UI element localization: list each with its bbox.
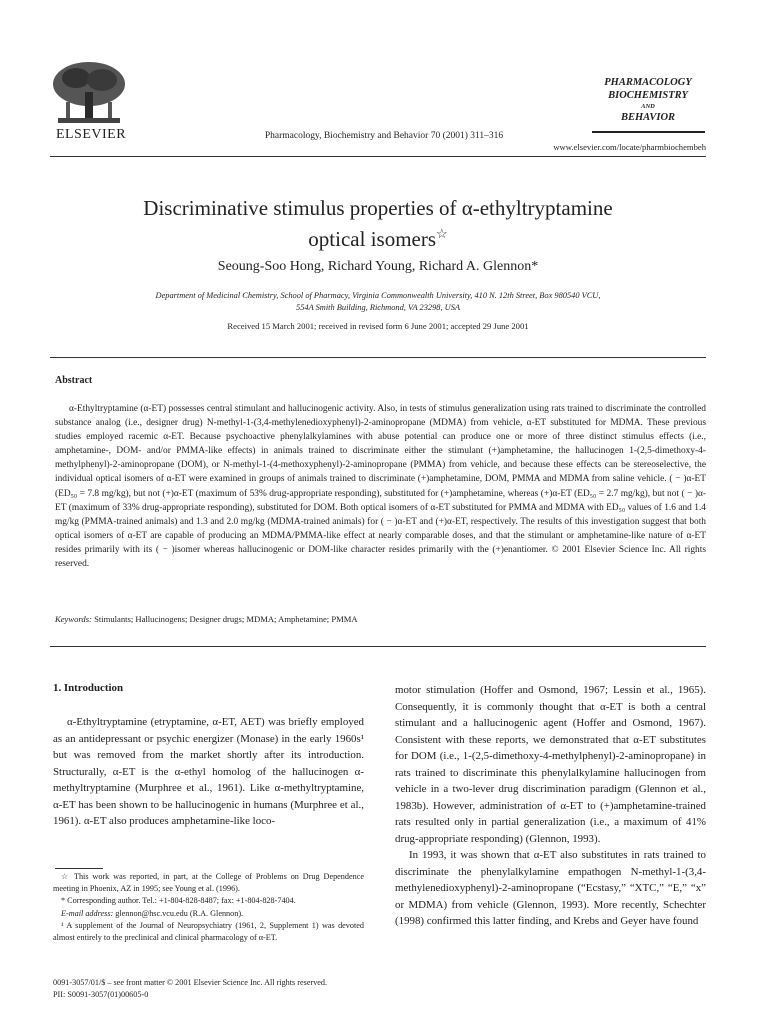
footnotes [53,871,364,944]
footnote-email-label: E-mail address: [61,908,114,918]
journal-logo [592,76,704,124]
right-column [395,682,706,930]
header-divider [50,156,706,157]
affiliation-line1: Department of Medicinal Chemistry, School of Pharmacy, Virginia Commonwealth University, 410 N. 12th Street, Box 980540 VCU, [155,291,601,300]
footnote-star: ☆ This work was reported, in part, at the College of Problems on Drug Dependence meeting in Phoenix, AZ in 1995; see Young et al. (1996). [53,872,364,894]
intro-paragraph-2: In 1993, it was shown that α-ET also substitutes in rats trained to discriminate the phenylalkylamine empathogen N-methyl-1-(3,4-methylenedioxyphenyl)-2-aminopropane (“Ecstasy,” “XTC,” “E,” “x” or MDMA) from vehicle (Glennon, 1993). More recently, Schechter (1998) confirmed this latter finding, and Krebs and Geyer have found [395,849,706,927]
article-title-line2: optical isomers [308,227,437,251]
title-footnote-mark: ☆ [436,226,448,241]
journal-logo-line3: BEHAVIOR [620,112,676,123]
article-authors: Seoung-Soo Hong, Richard Young, Richard A. Glennon* [217,259,539,274]
abstract-text: α-Ethyltryptamine (α-ET) possesses central stimulant and hallucinogenic activity. Also, in tests of stimulus generalization using rats trained to discriminate the controlled substance analog (i.e., designer drug) N-methyl-1-(3,4-methylenedioxyphenyl)-2-aminopropane (MDMA) from vehicle, α-ET substituted for MDMA. These previous studies employed racemic α-ET. Because psychoactive phenylalkylamines with abuse potential can produce one or more of three distinct stimulus effects (i.e., amphetamine-, DOM- and/or PMMA-like effects) in animals trained to discriminate either the stimulant (+)amphetamine, the hallucinogen 1-(2,5-dimethoxy-4-methylphenyl)-2-aminopropane (DOM), or N-methyl-1-(4-methoxyphenyl)-2-aminopropane (PMMA) from vehicle, and because these effects can be stereoselective, the individual optical isomers of α-ET were examined in groups of animals trained to discriminate (+)amphetamine, DOM, PMMA and MDMA from saline vehicle. ( − )α-ET (ED₅₀ = 7.8 mg/kg), but not (+)α-ET (maximum of 53% drug-appropriate responding), substituted for (+)amphetamine, whereas (+)α-ET (ED₅₀ = 2.7 mg/kg), but not ( − )α-ET (maximum of 33% drug-appropriate responding), substituted for DOM. Both optical isomers of α-ET substituted for PMMA and MDMA with ED₅₀ values of 1.6 and 1.4 mg/kg (PMMA-trained animals) and 1.3 and 2.0 mg/kg (MDMA-trained animals) for ( − )α-ET and (+)α-ET, respectively. The results of this investigation suggest that both optical isomers of α-ET are capable of producing an MDMA/PMMA-like effect at nearly comparable doses, and that the stimulant or amphetamine-like nature of α-ET resides primarily with its ( − )isomer whereas hallucinogenic or DOM-like character resides primarily with the (+)enantiomer. © 2001 Elsevier Science Inc. All rights reserved. [55,404,706,570]
journal-logo-and: AND [641,103,655,110]
footnote-rule [55,868,103,869]
pii-line: PII: S0091-3057(01)00605-0 [53,990,149,1000]
article-title [50,196,706,252]
footnote-one: ¹ A supplement of the Journal of Neuropsychiatry (1961, 2, Supplement 1) was devoted almost entirely to the preclinical and clinical pharmacology of α-ET. [53,920,364,943]
intro-paragraph-1-cont: motor stimulation (Hoffer and Osmond, 1967; Lessin et al., 1965). Consequently, it is commonly thought that α-ET is both a central stimulant and a hallucinogenic agent (Hoffer and Osmond, 1967). Consistent with these reports, we demonstrated that α-ET substitutes for DOM (i.e., 1-(2,5-dimethoxy-4-methylphenyl)-2-aminopropane) in rats trained to discriminate this phenylalkylamine hallucinogen from vehicle in a two-lever drug discrimination paradigm (Glennon et al., 1983b). However, administration of α-ET to (+)amphetamine-trained rats resulted only in partial generalization (i.e., a maximum of 41% drug-appropriate responding) (Glennon, 1993). [395,684,706,845]
journal-logo-line1: PHARMACOLOGY [604,77,692,88]
intro-paragraph-1: α-Ethyltryptamine (etryptamine, α-ET, AET) was briefly employed as an antidepressant or psychic energizer (Monase) in the early 1960s¹ but was removed from the market shortly after its introduction. Structurally, α-ET is the α-ethyl homolog of the hallucinogen α-methyltryptamine (Murphree et al., 1961). Like α-methyltryptamine, α-ET has been shown to be hallucinogenic in humans (Murphree et al., 1961). α-ET also produces amphetamine-like loco- [53,716,364,827]
article-affiliation [80,290,676,314]
keywords-text: Stimulants; Hallucinogens; Designer drugs; MDMA; Amphetamine; PMMA [94,614,358,624]
journal-logo-line2: BIOCHEMISTRY [608,90,688,101]
footnote-email[interactable]: glennon@hsc.vcu.edu (R.A. Glennon). [113,908,244,918]
article-title-line1: Discriminative stimulus properties of α-ethyltryptamine [143,196,613,220]
bottom-info [53,977,327,1001]
abstract-top-divider [50,357,706,358]
issn-line: 0091-3057/01/$ – see front matter © 2001 Elsevier Science Inc. All rights reserved. [53,978,328,987]
abstract-body [55,402,706,571]
footnote-corresponding: * Corresponding author. Tel.: +1-804-828-8487; fax: +1-804-828-7404. [61,896,296,906]
left-column [53,714,364,830]
journal-logo-rule [592,131,705,133]
keywords-label: Keywords: [55,614,92,624]
abstract-heading: Abstract [55,375,93,386]
publisher-name: ELSEVIER [55,127,127,142]
elsevier-tree-logo [48,58,130,126]
affiliation-line2: 554A Smith Building, Richmond, VA 23298, USA [296,303,460,312]
journal-reference: Pharmacology, Biochemistry and Behavior 70 (2001) 311–316 [264,131,504,141]
intro-heading: 1. Introduction [53,682,123,694]
keywords [55,614,706,624]
journal-url[interactable]: www.elsevier.com/locate/pharmbiochembeh [553,142,706,152]
abstract-bottom-divider [50,646,706,647]
received-dates: Received 15 March 2001; received in revised form 6 June 2001; accepted 29 June 2001 [227,321,529,331]
